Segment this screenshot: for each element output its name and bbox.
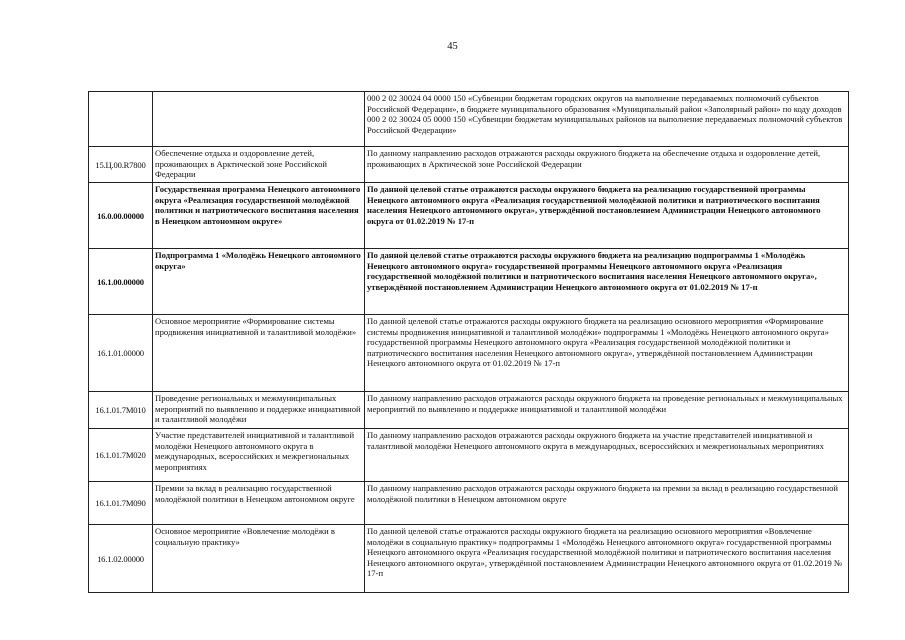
target-article-name: Основное мероприятие «Вовлечение молодёжи в социальную практику» bbox=[153, 525, 365, 593]
table-row bbox=[89, 147, 849, 183]
target-article-description: По данной целевой статье отражаются расходы окружного бюджета на реализацию государственной программы Ненецкого автономного округа «Реализация государственной молодёжной политики и патриотического воспитания населения Ненецкого автономного округа», утверждённой постановлением Администрации Ненецкого автономного округа от 01.02.2019 № 17-п bbox=[365, 183, 849, 249]
target-article-name: Участие представителей инициативной и талантливой молодёжи Ненецкого автономного округа в международных, всероссийских и межрегиональных мероприятиях bbox=[153, 429, 365, 482]
target-article-code: 16.1.02.00000 bbox=[89, 525, 153, 593]
target-article-name: Государственная программа Ненецкого автономного округа «Реализация государственной молодёжной политики и патриотического воспитания населения в Ненецком автономном округе» bbox=[153, 183, 365, 249]
target-article-description: По данному направлению расходов отражаются расходы окружного бюджета на премии за вклад в реализацию государственной молодёжной политики в Ненецком автономном округе bbox=[365, 482, 849, 525]
table-row bbox=[89, 249, 849, 315]
target-article-code: 16.1.00.00000 bbox=[89, 249, 153, 315]
target-article-name: Основное мероприятие «Формирование системы продвижения инициативной и талантливой молодёжи» bbox=[153, 315, 365, 392]
target-article-description: По данной целевой статье отражаются расходы окружного бюджета на реализацию основного мероприятия «Формирование системы продвижения инициативной и талантливой молодёжи» подпрограммы 1 «Молодёжь Ненецкого автономного округа» государственной программы Ненецкого автономного округа «Реализация государственной молодёжной политики и патриотического воспитания населения Ненецкого автономного округа», утверждённой постановлением Администрации Ненецкого автономного округа от 01.02.2019 № 17-п bbox=[365, 315, 849, 392]
target-article-code: 16.1.01.7М020 bbox=[89, 429, 153, 482]
target-article-code: 16.1.01.7М090 bbox=[89, 482, 153, 525]
table-row bbox=[89, 482, 849, 525]
target-article-name bbox=[153, 92, 365, 147]
target-article-description: 000 2 02 30024 04 0000 150 «Субвенции бюджетам городских округов на выполнение передаваемых полномочий субъектов Российской Федерации», в бюджете муниципального образования «Муниципальный район «Заполярный район» по коду доходов 000 2 02 30024 05 0000 150 «Субвенции бюджетам муниципальных районов на выполнение передаваемых полномочий субъектов Российской Федерации» bbox=[365, 92, 849, 147]
target-article-description: По данному направлению расходов отражаются расходы окружного бюджета на участие представителей инициативной и талантливой молодёжи Ненецкого автономного округа в международных, всероссийских и межрегиональных мероприятиях bbox=[365, 429, 849, 482]
table-row bbox=[89, 92, 849, 147]
table-row bbox=[89, 429, 849, 482]
target-article-code: 15.Ц.00.R7800 bbox=[89, 147, 153, 183]
target-article-description: По данной целевой статье отражаются расходы окружного бюджета на реализацию подпрограммы 1 «Молодёжь Ненецкого автономного округа» государственной программы Ненецкого автономного округа «Реализация государственной молодёжной политики и патриотического воспитания населения Ненецкого автономного округа», утверждённой постановлением Администрации Ненецкого автономного округа от 01.02.2019 № 17-п bbox=[365, 249, 849, 315]
target-article-name: Проведение региональных и межмуниципальных мероприятий по выявлению и поддержке инициативной и талантливой молодёжи bbox=[153, 392, 365, 429]
table-row bbox=[89, 183, 849, 249]
table-row bbox=[89, 392, 849, 429]
budget-classification-table bbox=[88, 91, 849, 593]
target-article-name: Подпрограмма 1 «Молодёжь Ненецкого автономного округа» bbox=[153, 249, 365, 315]
target-article-name: Обеспечение отдыха и оздоровление детей, проживающих в Арктической зоне Российской Федерации bbox=[153, 147, 365, 183]
target-article-description: По данному направлению расходов отражаются расходы окружного бюджета на обеспечение отдыха и оздоровление детей, проживающих в Арктической зоне Российской Федерации bbox=[365, 147, 849, 183]
table-row bbox=[89, 315, 849, 392]
target-article-code: 16.0.00.00000 bbox=[89, 183, 153, 249]
target-article-name: Премии за вклад в реализацию государственной молодёжной политики в Ненецком автономном округе bbox=[153, 482, 365, 525]
page-number: 45 bbox=[447, 41, 458, 52]
table-row bbox=[89, 525, 849, 593]
target-article-code: 16.1.01.00000 bbox=[89, 315, 153, 392]
target-article-code: 16.1.01.7М010 bbox=[89, 392, 153, 429]
target-article-code bbox=[89, 92, 153, 147]
target-article-description: По данному направлению расходов отражаются расходы окружного бюджета на проведение региональных и межмуниципальных мероприятий по выявлению и поддержке инициативной и талантливой молодёжи bbox=[365, 392, 849, 429]
target-article-description: По данной целевой статье отражаются расходы окружного бюджета на реализацию основного мероприятия «Вовлечение молодёжи в социальную практику» подпрограммы 1 «Молодёжь Ненецкого автономного округа» государственной программы Ненецкого автономного округа «Реализация государственной молодёжной политики и патриотического воспитания населения Ненецкого автономного округа», утверждённой постановлением Администрации Ненецкого автономного округа от 01.02.2019 № 17-п bbox=[365, 525, 849, 593]
